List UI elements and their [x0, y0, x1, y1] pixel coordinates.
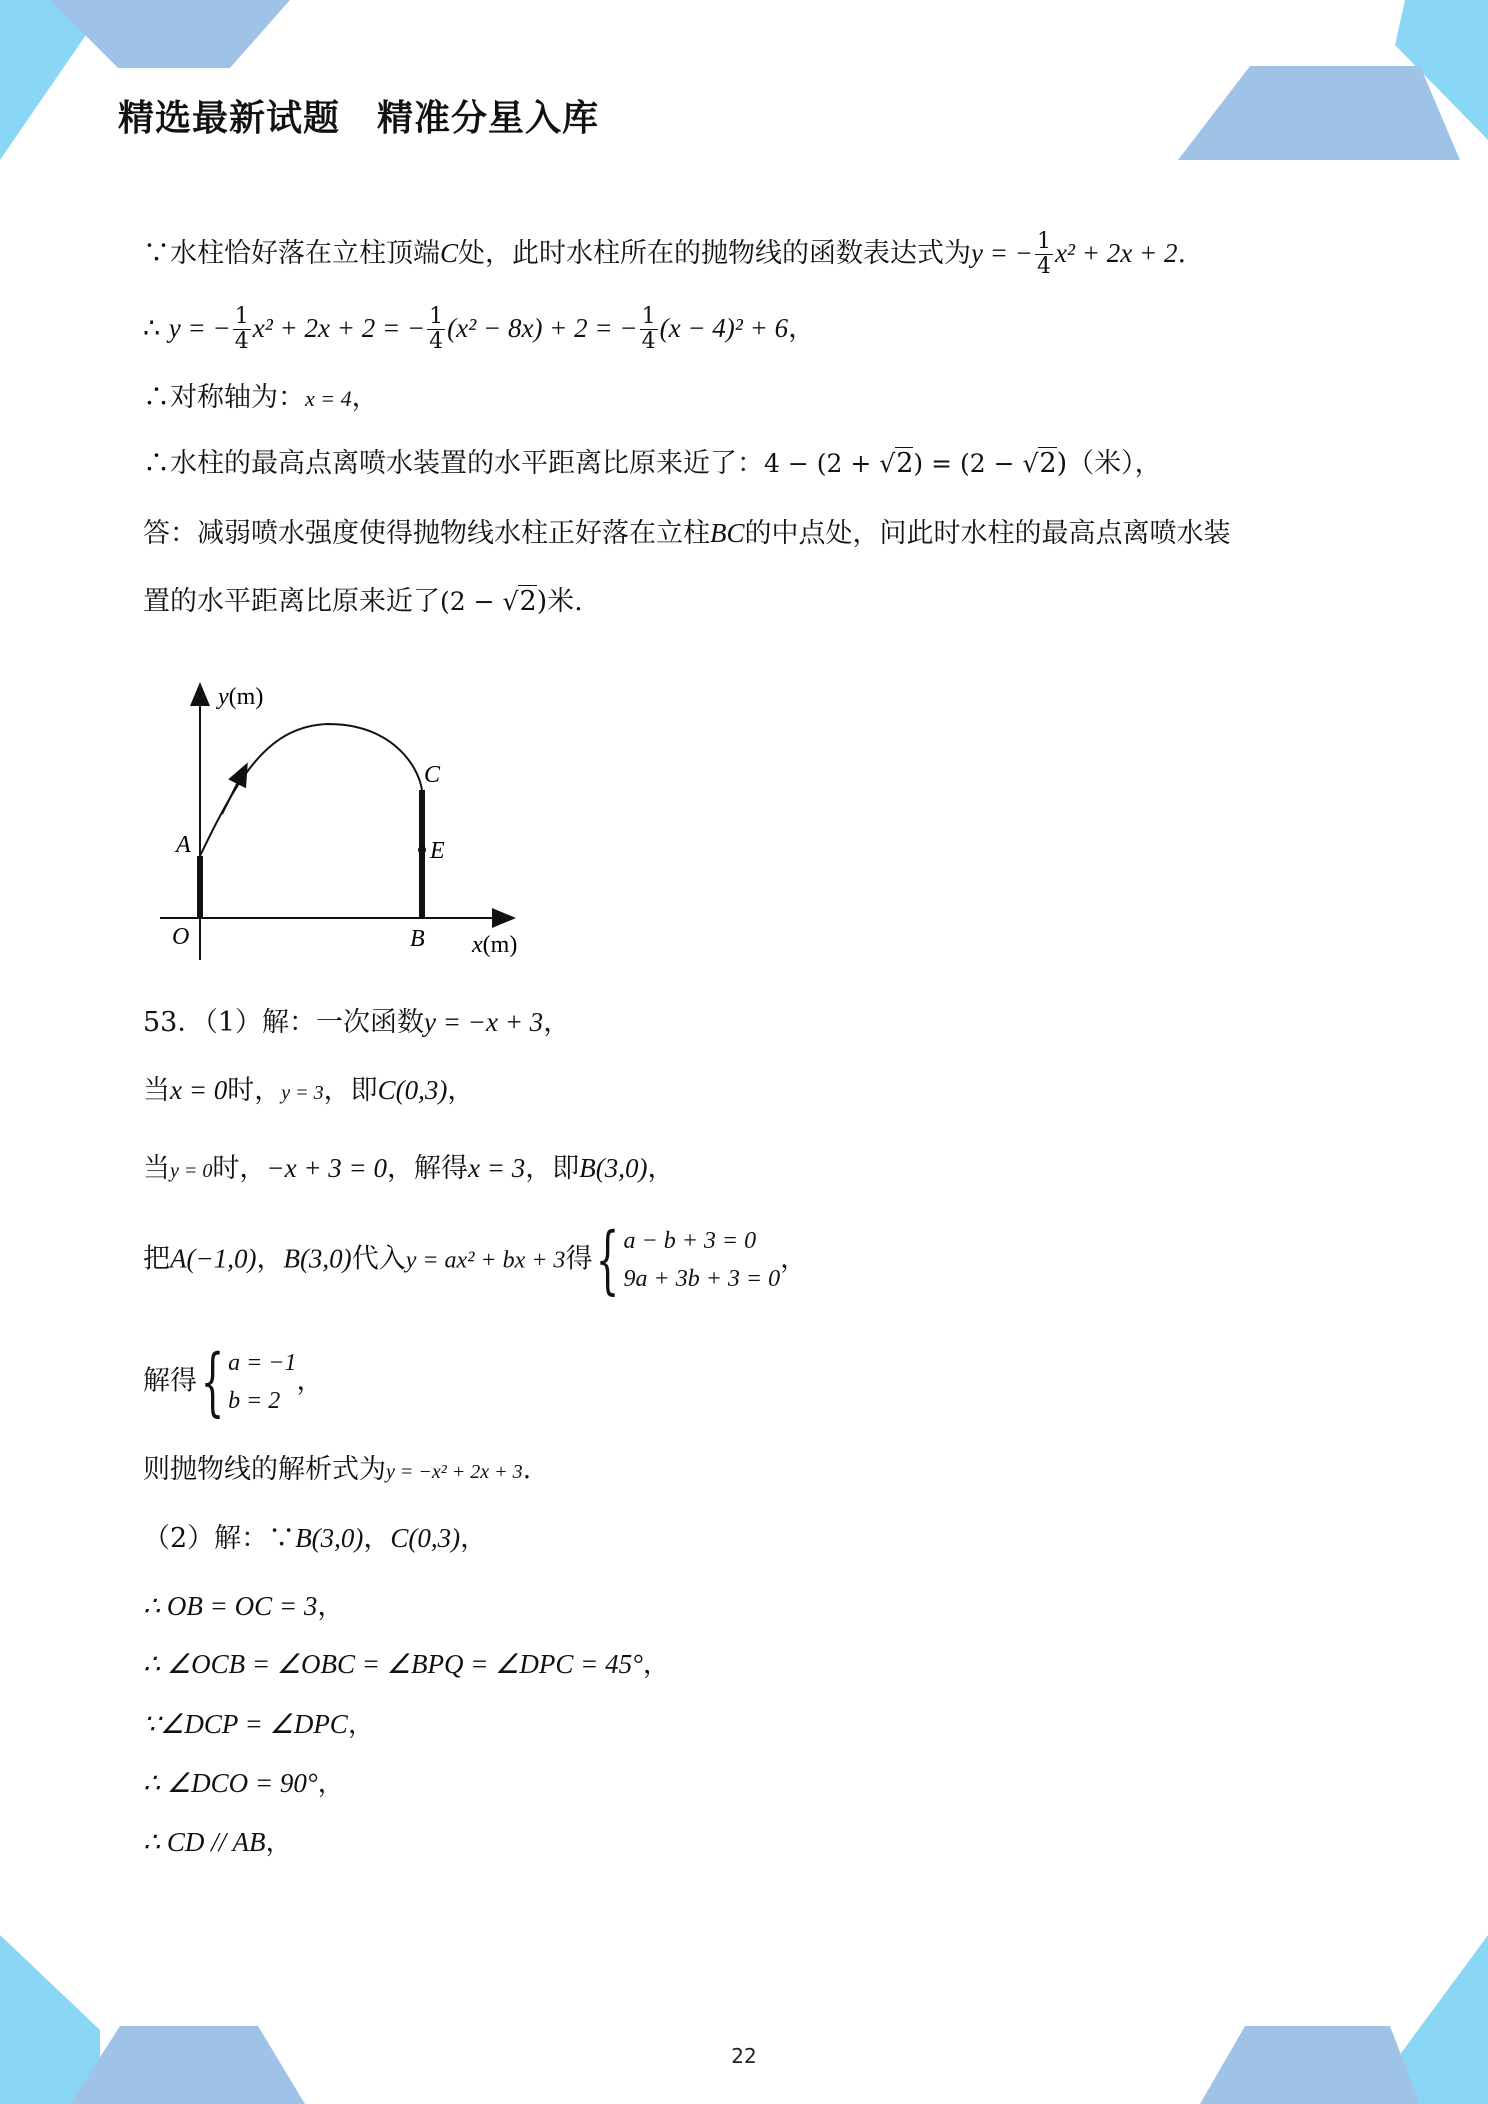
math: y = −x + 3	[424, 1007, 544, 1037]
q53-line-8	[143, 1586, 344, 1627]
punct: .	[1177, 238, 1187, 269]
math: B(3,0)	[579, 1153, 648, 1183]
denominator: 4	[429, 329, 444, 354]
bottom-left-triangle	[0, 1935, 100, 2104]
text: 米.	[547, 586, 583, 617]
top-right-trapezoid	[1178, 66, 1460, 160]
q53-line-9	[143, 1644, 670, 1685]
text: 当	[143, 1153, 170, 1184]
math: (2 − √	[440, 587, 519, 616]
equation: a = −1	[228, 1350, 297, 1376]
text: 置的水平距离比原来近了	[143, 586, 440, 617]
therefore-symbol: ∴	[143, 313, 161, 344]
equation: a − b + 3 = 0	[623, 1228, 757, 1254]
math: ∵∠DCP = ∠DPC	[143, 1709, 348, 1739]
math: A(−1,0)	[170, 1243, 257, 1274]
q53-line-1	[143, 1002, 570, 1043]
brace-glyph: {	[596, 1217, 620, 1303]
punct: ，	[543, 1007, 571, 1038]
q53-line-4	[143, 1217, 808, 1303]
punct: ，	[447, 1075, 475, 1106]
punct: ，	[347, 1709, 375, 1740]
punct: .	[522, 1454, 532, 1485]
text: （2）解：∵	[143, 1523, 296, 1554]
fraction	[427, 305, 445, 354]
fraction	[1035, 230, 1053, 279]
text: ，解得	[387, 1153, 469, 1184]
brace-glyph: {	[200, 1339, 225, 1425]
text: 处，此时水柱所在的抛物线的函数表达式为	[458, 238, 972, 269]
y-axis-label	[216, 684, 263, 710]
math: x = 4	[305, 386, 352, 411]
math: C(0,3)	[377, 1075, 448, 1105]
math: y = −	[168, 313, 231, 343]
solution-line-2	[143, 305, 815, 354]
q53-line-12	[143, 1822, 292, 1863]
math: C(0,3)	[390, 1523, 461, 1553]
parabola-figure	[160, 672, 540, 968]
math: y = −	[971, 238, 1033, 268]
x-var: x	[472, 932, 483, 958]
solution-system	[197, 1339, 297, 1425]
math: y = 3	[281, 1082, 324, 1104]
segment-bc-ref: BC	[710, 518, 745, 548]
text: 得	[565, 1243, 593, 1275]
solution-line-4	[143, 444, 1162, 484]
solution-line-1	[143, 230, 1186, 279]
math: )	[536, 586, 548, 617]
point-c-label: C	[424, 762, 441, 788]
text: ，即	[323, 1075, 378, 1106]
sqrt-radicand: 2	[1039, 448, 1057, 479]
text: 代入	[351, 1243, 406, 1275]
text: ∴水柱的最高点离喷水装置的水平距离比原来近了：	[143, 448, 764, 479]
math: )	[1056, 448, 1068, 479]
math: x = 3	[468, 1153, 526, 1183]
text: 把	[143, 1243, 170, 1275]
text: 时，	[212, 1153, 267, 1184]
q53-line-2	[143, 1070, 474, 1113]
math: ∴ OB = OC = 3	[143, 1591, 318, 1621]
math: (x − 4)² + 6	[659, 313, 789, 343]
punct: ，	[780, 1243, 808, 1275]
answer-line-1	[143, 513, 1231, 554]
point-a-label: A	[176, 832, 191, 858]
punct: ，	[317, 1591, 345, 1622]
math: (x² − 8x) + 2 = −	[447, 313, 638, 343]
denominator: 4	[1036, 254, 1051, 279]
math: ) = (2 − √	[913, 449, 1039, 478]
text: ∵水柱恰好落在立柱顶端	[143, 238, 440, 269]
text: 时，	[227, 1075, 282, 1106]
x-axis-label	[471, 932, 517, 958]
sqrt-radicand: 2	[896, 448, 914, 479]
equation: b = 2	[228, 1388, 281, 1414]
text: 解得	[143, 1365, 197, 1397]
text: 答：减弱喷水强度使得抛物线水柱正好落在立柱	[143, 518, 710, 549]
math: x² + 2x + 2 = −	[252, 313, 426, 343]
text: ，	[363, 1523, 391, 1554]
equation-system	[592, 1217, 781, 1303]
top-left-trapezoid	[50, 0, 290, 68]
punct: ，	[642, 1649, 670, 1680]
q53-line-11	[143, 1763, 345, 1804]
math: ∴ ∠OCB = ∠OBC = ∠BPQ = ∠DPC = 45°	[143, 1649, 643, 1679]
q53-line-7	[143, 1518, 487, 1559]
text: 当	[143, 1075, 170, 1106]
fraction	[640, 305, 658, 354]
equation: 9a + 3b + 3 = 0	[623, 1266, 781, 1292]
y-var: y	[218, 684, 229, 710]
math: x² + 2x + 2	[1054, 238, 1178, 268]
math: B(3,0)	[283, 1243, 352, 1274]
text: ∴对称轴为：	[143, 382, 305, 413]
curve-arrow	[222, 766, 246, 814]
point-e-dot	[418, 846, 426, 854]
y-unit: (m)	[228, 684, 264, 710]
math: x = 0	[170, 1075, 228, 1105]
math: ∴ ∠DCO = 90°	[143, 1768, 318, 1798]
numerator: 1	[429, 304, 444, 329]
math: −x + 3 = 0	[266, 1153, 388, 1183]
denominator: 4	[641, 329, 656, 354]
text: 则抛物线的解析式为	[143, 1454, 386, 1485]
math: y = −x² + 2x + 3	[386, 1461, 523, 1483]
point-b-label: B	[410, 926, 425, 952]
solution-line-3	[143, 378, 379, 419]
q53-line-10	[143, 1704, 375, 1745]
punct: ，	[460, 1523, 488, 1554]
punct: ，	[351, 382, 379, 413]
punct: ，	[647, 1153, 675, 1184]
punct: ，	[265, 1827, 293, 1858]
numerator: 1	[234, 304, 249, 329]
text: ，	[256, 1243, 284, 1275]
point-e-label: E	[430, 838, 445, 864]
point-c-ref: C	[440, 238, 459, 268]
x-unit: (m)	[482, 932, 518, 958]
math: B(3,0)	[295, 1523, 364, 1553]
sqrt-radicand: 2	[519, 586, 537, 617]
punct: ，	[296, 1365, 324, 1397]
origin-label: O	[172, 924, 190, 950]
math: y = 0	[170, 1160, 213, 1182]
fraction	[233, 305, 251, 354]
answer-line-2	[143, 582, 583, 622]
text: 53．（1）解：一次函数	[143, 1007, 425, 1038]
text: ，即	[525, 1153, 580, 1184]
page-number: 22	[731, 2044, 757, 2068]
text: （米），	[1067, 448, 1162, 479]
math: 4 − (2 + √	[764, 449, 896, 478]
numerator: 1	[641, 304, 656, 329]
header-title: 精选最新试题 精准分星入库	[118, 98, 600, 139]
numerator: 1	[1036, 229, 1051, 254]
denominator: 4	[234, 329, 249, 354]
text: 的中点处，问此时水柱的最高点离喷水装	[744, 518, 1231, 549]
punct: ，	[788, 313, 816, 344]
math: y = ax² + bx + 3	[405, 1247, 566, 1274]
q53-line-6	[143, 1450, 531, 1492]
math: ∴ CD // AB	[143, 1827, 266, 1857]
q53-line-3	[143, 1148, 674, 1191]
q53-line-5	[143, 1339, 324, 1425]
punct: ，	[317, 1768, 345, 1799]
